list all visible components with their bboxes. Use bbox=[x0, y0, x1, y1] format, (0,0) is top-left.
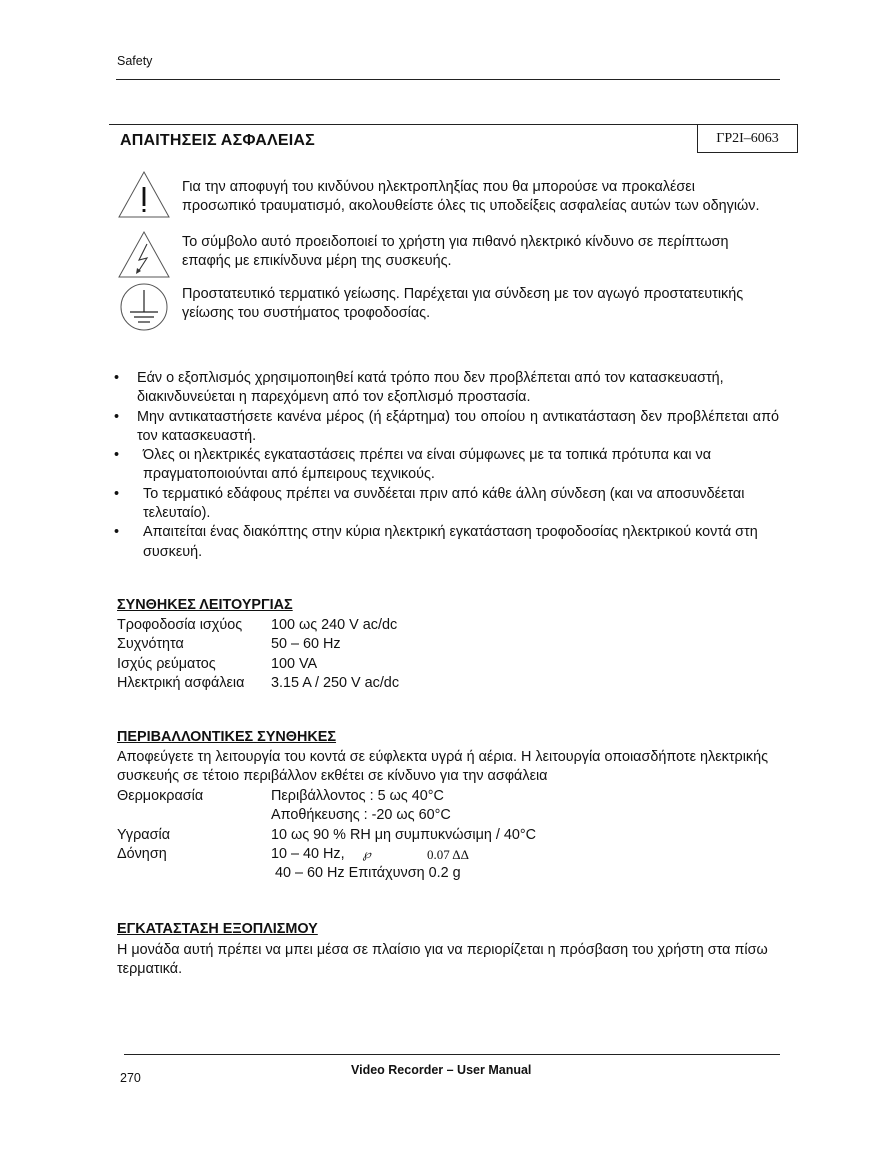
env-label: Θερμοκρασία bbox=[117, 788, 204, 804]
document-code-box: ΓΡ2Ι–6063 bbox=[697, 124, 798, 153]
protective-earth-icon bbox=[117, 282, 171, 332]
header-section-label: Safety bbox=[117, 54, 153, 68]
vibration-amplitude: 0.07 ΔΔ bbox=[426, 846, 469, 862]
footer-divider bbox=[124, 1054, 780, 1055]
spec-label: Συχνότητα bbox=[117, 636, 184, 653]
vibration-symbol: ℘ bbox=[362, 846, 371, 861]
env-label: Δόνηση bbox=[117, 845, 167, 862]
page-number: 270 bbox=[120, 1071, 141, 1085]
env-value: Περιβάλλοντος : 5 ως 40°C bbox=[271, 788, 444, 804]
symbol-electric-text: Το σύμβολο αυτό προειδοποιεί το χρήστη για πιθανό ηλεκτρικό κίνδυνο σε περίπτωση επαφής με επικίνδυνα μέρη της συσκευής. bbox=[182, 234, 729, 270]
electric-hazard-icon bbox=[117, 230, 171, 280]
env-value: 10 – 40 Hz, bbox=[271, 845, 345, 862]
operating-conditions-heading: ΣΥΝΘΗΚΕΣ ΛΕΙΤΟΥΡΓΙΑΣ bbox=[117, 597, 293, 613]
spec-value: 50 – 60 Hz bbox=[271, 636, 341, 653]
title-divider bbox=[109, 124, 697, 125]
symbol-earth-text: Προστατευτικό τερματικό γείωσης. Παρέχεται για σύνδεση με τον αγωγό προστατευτικής γείωσης του συστήματος τροφοδοσίας. bbox=[182, 286, 744, 322]
env-value: 40 – 60 Hz Επιτάχυνση 0.2 g bbox=[275, 865, 461, 882]
list-item: • Μην αντικαταστήσετε κανένα μέρος (ή εξάρτημα) του οποίου η αντικατάσταση δεν προβλέπεται από τον κατασκευαστή. bbox=[114, 408, 779, 444]
safety-bullet-list bbox=[113, 369, 779, 562]
installation-text: Η μονάδα αυτή πρέπει να μπει μέσα σε πλαίσιο για να περιορίζεται η πρόσβαση του χρήστη στα πίσω τερματικά. bbox=[117, 942, 768, 978]
spec-value: 100 ως 240 V ac/dc bbox=[271, 617, 398, 633]
spec-label: Ηλεκτρική ασφάλεια bbox=[117, 674, 245, 691]
footer-manual-title: Video Recorder – User Manual bbox=[351, 1063, 532, 1077]
list-item: • Απαιτείται ένας διακόπτης στην κύρια ηλεκτρική εγκατάσταση τροφοδοσίας ηλεκτρικού κοντά στη συσκευή. bbox=[114, 524, 758, 560]
installation-heading: ΕΓΚΑΤΑΣΤΑΣΗ ΕΞΟΠΛΙΣΜΟΥ bbox=[117, 921, 318, 937]
environmental-conditions-heading: ΠΕΡΙΒΑΛΛΟΝΤΙΚΕΣ ΣΥΝΘΗΚΕΣ bbox=[117, 729, 337, 745]
page-title: ΑΠΑΙΤΗΣΕΙΣ ΑΣΦΑΛΕΙΑΣ bbox=[120, 132, 315, 149]
list-item: • Όλες οι ηλεκτρικές εγκαταστάσεις πρέπει να είναι σύμφωνες με τα τοπικά πρότυπα και να πραγματοποιούνται από έμπειρους τεχνικούς. bbox=[114, 447, 712, 483]
env-value: 10 ως 90 % RH μη συμπυκνώσιμη / 40°C bbox=[271, 826, 537, 843]
operating-conditions-table bbox=[117, 616, 399, 693]
header-divider bbox=[116, 79, 780, 80]
list-item: • Εάν ο εξοπλισμός χρησιμοποιηθεί κατά τρόπο που δεν προβλέπεται από τον κατασκευαστή, διακινδυνεύεται η παρεχόμενη από τον εξοπλισμό προστασία. bbox=[114, 370, 724, 406]
spec-label: Τροφοδοσία ισχύος bbox=[117, 617, 243, 633]
environmental-intro: Αποφεύγετε τη λειτουργία του κοντά σε εύφλεκτα υγρά ή αέρια. Η λειτουργία οποιασδήποτε ηλεκτρικής συσκευής σε τέτοιο περιβάλλον εκθέτει σε κίνδυνο για την ασφάλεια bbox=[117, 749, 769, 785]
env-value: Αποθήκευσης : -20 ως 60°C bbox=[271, 807, 451, 824]
spec-value: 100 VA bbox=[271, 655, 318, 672]
warning-exclamation-icon bbox=[117, 170, 171, 220]
spec-label: Ισχύς ρεύματος bbox=[117, 655, 216, 672]
list-item: • Το τερματικό εδάφους πρέπει να συνδέεται πριν από κάθε άλλη σύνδεση (και να αποσυνδέεται τελευταίο). bbox=[114, 485, 745, 522]
spec-value: 3.15 A / 250 V ac/dc bbox=[271, 674, 400, 691]
environmental-conditions-table bbox=[117, 787, 536, 883]
symbol-warning-text: Για την αποφυγή του κινδύνου ηλεκτροπληξίας που θα μπορούσε να προκαλέσει προσωπικό τραυματισμό, ακολουθείστε όλες τις υποδείξεις ασφαλείας αυτών των οδηγιών. bbox=[182, 179, 760, 215]
env-label: Υγρασία bbox=[117, 826, 171, 843]
